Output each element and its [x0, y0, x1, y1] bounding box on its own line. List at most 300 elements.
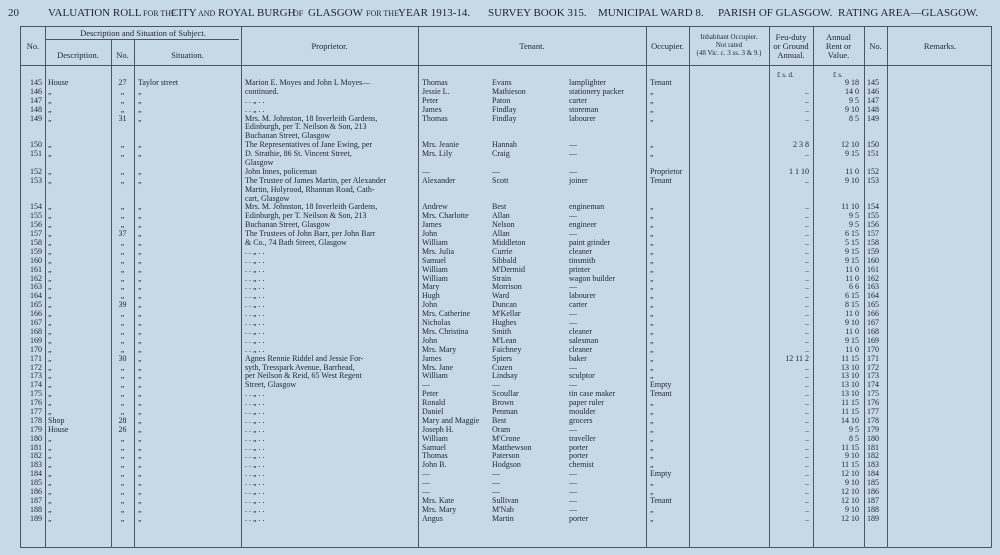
subject-description: „ [48, 470, 52, 479]
situation: „ [138, 256, 142, 265]
subject-description: „ [48, 505, 52, 514]
subject-description: „ [48, 212, 52, 221]
street-number: „ [120, 479, 125, 488]
entry-number: 159 [30, 247, 42, 256]
tenant-trade: — [569, 212, 577, 221]
table-row [21, 159, 993, 168]
entry-number-right: 175 [867, 390, 879, 399]
occupier: „ [650, 292, 654, 301]
occupier: „ [650, 336, 654, 345]
table-row [21, 417, 993, 426]
situation: „ [138, 114, 142, 123]
entry-number-right: 152 [867, 167, 879, 176]
entry-number: 161 [30, 265, 42, 274]
street-number: 31 [118, 114, 127, 123]
situation: „ [138, 487, 142, 496]
feu-duty: .. [805, 434, 809, 443]
tenant-forename: James [422, 105, 442, 114]
entry-number: 166 [30, 310, 42, 319]
subject-description: „ [48, 274, 52, 283]
tenant-trade: moulder [569, 407, 596, 416]
tenant-trade: — [569, 496, 577, 505]
entry-number: 163 [30, 283, 42, 292]
feu-duty: .. [805, 265, 809, 274]
subject-description: „ [48, 363, 52, 372]
entry-number-right: 180 [867, 434, 879, 443]
street-number: „ [120, 452, 125, 461]
tenant-trade: — [569, 150, 577, 159]
entry-number-right: 145 [867, 79, 879, 87]
situation: „ [138, 470, 142, 479]
entry-number-right: 170 [867, 345, 879, 354]
subject-description: „ [48, 301, 52, 310]
tenant-surname: Duncan [492, 301, 517, 310]
table-row [21, 203, 993, 212]
street-number: 28 [118, 416, 127, 425]
municipal-ward: MUNICIPAL WARD 8. [598, 7, 704, 19]
tenant-surname: Martin [492, 514, 514, 523]
subject-description: „ [48, 87, 52, 96]
street-number: „ [120, 336, 125, 345]
subject-description: „ [48, 514, 52, 523]
table-row [21, 355, 993, 364]
occupier: „ [650, 354, 654, 363]
feu-duty: 1 1 10 [789, 167, 809, 176]
col-no-right: No. [869, 41, 882, 51]
tenant-forename: Mary and Maggie [422, 416, 480, 425]
tenant-forename: John [422, 230, 438, 239]
subject-description: „ [48, 310, 52, 319]
proprietor: . . „ . . [245, 479, 265, 488]
proprietor: Buchanan Street, Glasgow [245, 221, 331, 230]
situation: „ [138, 514, 142, 523]
table-row [21, 123, 993, 132]
entry-number-right: 150 [867, 141, 879, 150]
occupier: Proprietor [650, 167, 683, 176]
tenant-trade: porter [569, 443, 589, 452]
situation: „ [138, 247, 142, 256]
situation: „ [138, 434, 142, 443]
occupier: Tenant [650, 176, 672, 185]
subject-description: „ [48, 105, 52, 114]
tenant-surname: Currie [492, 247, 513, 256]
situation: „ [138, 461, 142, 470]
col-situation: Situation. [171, 50, 204, 60]
feu-duty: .. [805, 470, 809, 479]
tenant-forename: Mrs. Julia [422, 247, 454, 256]
situation: „ [138, 105, 142, 114]
table-row [21, 364, 993, 373]
entry-number-right: 166 [867, 310, 879, 319]
table-row [21, 399, 993, 408]
proprietor: . . „ . . [245, 345, 265, 354]
feu-duty: .. [805, 425, 809, 434]
entry-number-right: 163 [867, 283, 879, 292]
tenant-surname: — [492, 479, 500, 488]
occupier: „ [650, 301, 654, 310]
tenant-surname: Lindsay [492, 372, 518, 381]
occupier: „ [650, 141, 654, 150]
tenant-surname: Smith [492, 327, 512, 336]
tenant-surname: Evans [492, 79, 512, 87]
situation: Taylor street [138, 79, 179, 87]
table-row [21, 301, 993, 310]
feu-duty: .. [805, 407, 809, 416]
table-row [21, 337, 993, 346]
street-number: „ [120, 150, 125, 159]
page-number: 20 [8, 7, 19, 19]
subject-description: „ [48, 247, 52, 256]
table-row [21, 141, 993, 150]
proprietor: Street, Glasgow [245, 381, 297, 390]
table-row [21, 426, 993, 435]
entry-number: 150 [30, 141, 42, 150]
street-number: „ [120, 390, 125, 399]
entry-number: 165 [30, 301, 42, 310]
entry-number: 178 [30, 416, 42, 425]
subject-description: „ [48, 114, 52, 123]
entry-number: 147 [30, 96, 42, 105]
table-row [21, 186, 993, 195]
occupier: „ [650, 265, 654, 274]
street-number: „ [120, 319, 125, 328]
street-number: „ [120, 87, 125, 96]
tenant-trade: — [569, 363, 577, 372]
entry-number-right: 188 [867, 505, 879, 514]
occupier: „ [650, 514, 654, 523]
situation: „ [138, 399, 142, 408]
occupier: „ [650, 327, 654, 336]
tenant-forename: Peter [422, 390, 439, 399]
table-row [21, 346, 993, 355]
table-row [21, 115, 993, 124]
annual-rent: 11 15 [841, 461, 859, 470]
proprietor: Buchanan Street, Glasgow [245, 132, 331, 141]
occupier: „ [650, 105, 654, 114]
situation: „ [138, 425, 142, 434]
proprietor: . . „ . . [245, 496, 265, 505]
entry-number-right: 147 [867, 96, 879, 105]
tenant-surname: Ward [492, 292, 510, 301]
occupier: „ [650, 212, 654, 221]
occupier: „ [650, 247, 654, 256]
annual-rent: 12 10 [841, 141, 859, 150]
table-row [21, 177, 993, 186]
page-header [8, 4, 992, 22]
proprietor: . . „ . . [245, 327, 265, 336]
situation: „ [138, 203, 142, 212]
table-row [21, 488, 993, 497]
annual-rent: 13 10 [841, 390, 859, 399]
entry-number: 162 [30, 274, 42, 283]
feu-duty: .. [805, 274, 809, 283]
situation: „ [138, 381, 142, 390]
entry-number-right: 187 [867, 496, 879, 505]
occupier: „ [650, 399, 654, 408]
feu-duty: .. [805, 461, 809, 470]
street-number: „ [120, 407, 125, 416]
table-row [21, 319, 993, 328]
tenant-forename: William [422, 239, 448, 248]
tenant-surname: Nelson [492, 221, 515, 230]
occupier: „ [650, 203, 654, 212]
tenant-surname: Scoullar [492, 390, 519, 399]
situation: „ [138, 372, 142, 381]
street-number: „ [120, 292, 125, 301]
tenant-surname: Faichney [492, 345, 522, 354]
proprietor: . . „ . . [245, 96, 265, 105]
street-number: „ [120, 514, 125, 523]
occupier: Empty [650, 470, 672, 479]
occupier: „ [650, 87, 654, 96]
entry-number: 184 [30, 470, 42, 479]
subject-description: „ [48, 345, 52, 354]
proprietor: . . „ . . [245, 292, 265, 301]
table-row [21, 150, 993, 159]
entry-number-right: 164 [867, 292, 879, 301]
situation: „ [138, 496, 142, 505]
entry-number: 180 [30, 434, 42, 443]
tenant-trade: carter [569, 96, 588, 105]
street-number: „ [120, 274, 125, 283]
entry-number: 175 [30, 390, 42, 399]
tenant-forename: — [422, 167, 430, 176]
entry-number-right: 186 [867, 487, 879, 496]
table-row [21, 452, 993, 461]
tenant-surname: Allan [492, 230, 510, 239]
proprietor: continued. [245, 87, 279, 96]
annual-rent: 9 10 [845, 319, 859, 328]
tenant-trade: grocers [569, 416, 593, 425]
feu-duty: .. [805, 96, 809, 105]
tenant-trade: paper ruler [569, 399, 604, 408]
feu-duty: .. [805, 336, 809, 345]
annual-rent: 14 10 [841, 416, 859, 425]
entry-number: 168 [30, 327, 42, 336]
entry-number-right: 181 [867, 443, 879, 452]
subject-description: Shop [48, 416, 65, 425]
street-number: „ [120, 381, 125, 390]
subject-description: House [48, 79, 69, 87]
annual-rent: 6 6 [849, 283, 859, 292]
entry-number: 146 [30, 87, 42, 96]
street-number: „ [120, 310, 125, 319]
subject-description: „ [48, 141, 52, 150]
feu-duty: .. [805, 239, 809, 248]
tenant-forename: — [422, 479, 430, 488]
situation: „ [138, 239, 142, 248]
feu-duty: 2 3 8 [793, 141, 809, 150]
subject-description: „ [48, 256, 52, 265]
subject-description: House [48, 425, 69, 434]
tenant-trade: — [569, 230, 577, 239]
tenant-surname: Scott [492, 176, 509, 185]
tenant-forename: Mary [422, 283, 440, 292]
feu-duty: .. [805, 203, 809, 212]
subject-description: „ [48, 292, 52, 301]
annual-rent: 8 5 [849, 434, 859, 443]
tenant-surname: — [492, 381, 500, 390]
tenant-trade: — [569, 425, 577, 434]
situation: „ [138, 443, 142, 452]
situation: „ [138, 265, 142, 274]
tenant-trade: — [569, 505, 577, 514]
occupier: „ [650, 283, 654, 292]
col-annual-rent: Annual Rent or Value. [825, 32, 852, 60]
tenant-trade: — [569, 141, 577, 150]
situation: „ [138, 301, 142, 310]
tenant-trade: tin case maker [569, 390, 616, 399]
feu-duty: .. [805, 496, 809, 505]
tenant-surname: M'Lean [492, 336, 517, 345]
feu-duty: .. [805, 230, 809, 239]
tenant-surname: Hodgson [492, 461, 521, 470]
situation: „ [138, 150, 142, 159]
annual-rent: 13 10 [841, 363, 859, 372]
street-number: „ [120, 203, 125, 212]
entry-number-right: 148 [867, 105, 879, 114]
table-row [21, 195, 993, 204]
street-number: 26 [118, 425, 127, 434]
roll-title-5: ROYAL BURGH [218, 7, 296, 19]
proprietor: per Neilson & Reid, 65 West Regent [245, 372, 362, 381]
situation: „ [138, 212, 142, 221]
tenant-trade: — [569, 479, 577, 488]
feu-duty: .. [805, 319, 809, 328]
proprietor: . . „ . . [245, 105, 265, 114]
parish: PARISH OF GLASGOW. [718, 7, 833, 19]
tenant-surname: Morrison [492, 283, 522, 292]
roll-title-4: AND [198, 9, 216, 18]
situation: „ [138, 354, 142, 363]
proprietor: . . „ . . [245, 390, 265, 399]
subject-description: „ [48, 176, 52, 185]
tenant-forename: William [422, 274, 448, 283]
col-group: Description and Situation of Subject. [80, 28, 206, 38]
entry-number: 154 [30, 203, 42, 212]
entry-number: 170 [30, 345, 42, 354]
proprietor: . . „ . . [245, 425, 265, 434]
tenant-forename: Thomas [422, 79, 448, 87]
roll-title-8: FOR THE [366, 9, 399, 18]
tenant-surname: Sullivan [492, 496, 519, 505]
entry-number: 158 [30, 239, 42, 248]
entry-number: 183 [30, 461, 42, 470]
entry-number-right: 168 [867, 327, 879, 336]
tenant-surname: Best [492, 203, 507, 212]
tenant-forename: Mrs. Mary [422, 345, 457, 354]
street-number: „ [120, 470, 125, 479]
situation: „ [138, 221, 142, 230]
tenant-trade: wagon builder [569, 274, 615, 283]
tenant-forename: John [422, 301, 438, 310]
tenant-surname: — [492, 487, 500, 496]
tenant-forename: John B. [422, 461, 447, 470]
table-row [21, 221, 993, 230]
table-row [21, 479, 993, 488]
table-row [21, 381, 993, 390]
tenant-trade: stationery packer [569, 87, 624, 96]
entry-number-right: 154 [867, 203, 879, 212]
subject-description: „ [48, 230, 52, 239]
occupier: Tenant [650, 79, 672, 87]
proprietor: Mrs. M. Johnston, 18 Inverleith Gardens, [245, 114, 378, 123]
feu-duty: .. [805, 505, 809, 514]
street-number: „ [120, 212, 125, 221]
tenant-trade: cleaner [569, 345, 593, 354]
occupier: „ [650, 230, 654, 239]
subject-description: „ [48, 239, 52, 248]
situation: „ [138, 407, 142, 416]
survey-book: SURVEY BOOK 315. [488, 7, 587, 19]
subject-description: „ [48, 283, 52, 292]
annual-rent: 9 10 [845, 452, 859, 461]
tenant-surname: M'Crone [492, 434, 521, 443]
tenant-forename: Mrs. Christina [422, 327, 469, 336]
proprietor: . . „ . . [245, 319, 265, 328]
proprietor: D. Strathie, 86 St. Vincent Street, [245, 150, 352, 159]
street-number: „ [120, 283, 125, 292]
tenant-forename: Mrs. Catherine [422, 310, 470, 319]
annual-rent: 11 15 [841, 407, 859, 416]
roll-title-9: YEAR 1913-14. [398, 7, 471, 19]
tenant-trade: porter [569, 452, 589, 461]
proprietor: . . „ . . [245, 461, 265, 470]
annual-rent: 9 15 [845, 247, 859, 256]
proprietor: . . „ . . [245, 274, 265, 283]
entry-number: 152 [30, 167, 42, 176]
occupier: „ [650, 363, 654, 372]
occupier: „ [650, 443, 654, 452]
tenant-trade: carter [569, 301, 588, 310]
tenant-surname: Findlay [492, 114, 517, 123]
occupier: „ [650, 310, 654, 319]
street-number: „ [120, 487, 125, 496]
feu-duty: .. [805, 479, 809, 488]
tenant-forename: Samuel [422, 256, 446, 265]
roll-title-1: VALUATION ROLL [48, 7, 142, 19]
table-row [21, 372, 993, 381]
proprietor: The Trustees of John Barr, per John Barr [245, 230, 376, 239]
roll-title-6: OF [293, 9, 304, 18]
annual-rent: 5 15 [845, 239, 859, 248]
proprietor: . . „ . . [245, 301, 265, 310]
street-number: „ [120, 141, 125, 150]
occupier: „ [650, 479, 654, 488]
annual-rent: 11 0 [845, 327, 859, 336]
table-row [21, 283, 993, 292]
table-row [21, 506, 993, 515]
annual-rent: 12 10 [841, 470, 859, 479]
tenant-forename: John [422, 336, 438, 345]
annual-rent: 11 10 [841, 203, 859, 212]
table-row [21, 168, 993, 177]
feu-duty: .. [805, 292, 809, 301]
entry-number-right: 161 [867, 265, 879, 274]
entry-number: 156 [30, 221, 42, 230]
occupier: „ [650, 221, 654, 230]
feu-duty: .. [805, 390, 809, 399]
col-inhabitant: Inhabitant Occupier. Not rated (48 Vic. c. 3 ss. 3 & 9.) [696, 33, 762, 57]
subject-description: „ [48, 390, 52, 399]
feu-duty: .. [805, 87, 809, 96]
annual-rent: 9 10 [845, 176, 859, 185]
entry-number-right: 162 [867, 274, 879, 283]
tenant-forename: Hugh [422, 292, 440, 301]
valuation-table [20, 26, 992, 548]
annual-rent: 9 5 [849, 212, 859, 221]
tenant-trade: cleaner [569, 327, 593, 336]
